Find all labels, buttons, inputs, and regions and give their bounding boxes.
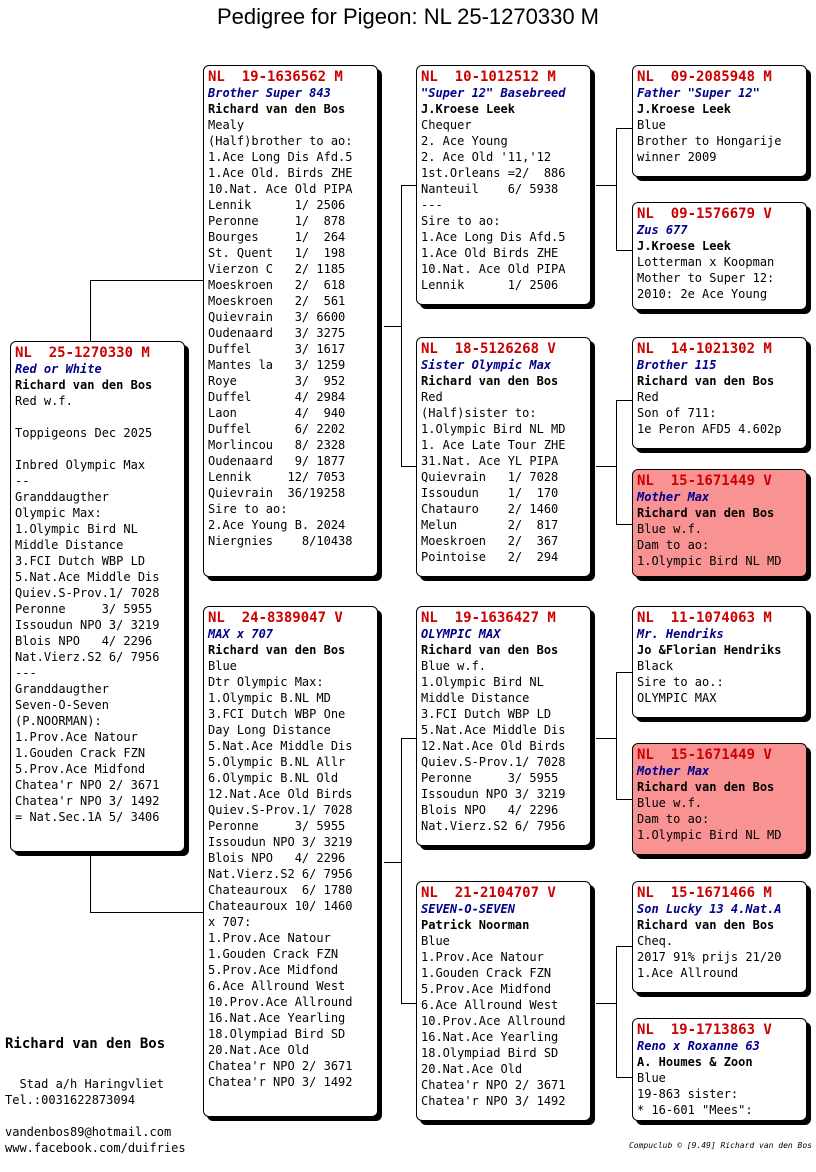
info-line: 1.Olympic B.NL MD [208,691,331,705]
info-line: Inbred Olympic Max [15,458,146,472]
info-line: 1.Olympic Bird NL MD [637,554,782,568]
breeder-website[interactable]: www.facebook.com/duifries [5,1141,186,1155]
software-credit: Compuclub © [9.49] Richard van den Bos [628,1141,812,1150]
ring-number: NL 15-1671449 V [637,473,772,489]
info-line: Blue w.f. [637,796,703,810]
info-line: Dtr Olympic Max: [208,675,324,689]
ring-number: NL 24-8389047 V [208,610,343,626]
info-line: Dam to ao: [637,538,710,552]
owner-name: A. Houmes & Zoon [637,1055,753,1069]
connector-ss-bar [616,128,617,250]
info-line: 1st.Orleans =2/ 886 [421,166,566,180]
info-line: Black [637,659,674,673]
connector-ds-split [596,738,617,739]
ring-number: NL 15-1671466 M [637,885,772,901]
pigeon-card-dam-dam [416,881,591,1121]
info-line: 5.Nat.Ace Middle Dis [421,723,566,737]
info-line: Sire to ao.: [637,675,724,689]
info-line: 18.Olympiad Bird SD [208,1027,346,1041]
info-line: Son of 711: [637,406,717,420]
info-line: 5.Prov.Ace Midfond [15,762,146,776]
info-line: 1.Olympic Bird NL [421,675,544,689]
info-line: 3.FCI Dutch WBP LD [421,707,552,721]
ring-number: NL 25-1270330 M [15,345,150,361]
info-line: Sire to ao: [421,214,501,228]
owner-name: Richard van den Bos [421,643,559,657]
info-line [15,441,180,457]
connector-main-sire-h [90,280,205,281]
pigeon-name: Mother Max [637,490,710,504]
info-line: Blue [637,1071,666,1085]
connector-sire-split [384,326,402,327]
info-line: Quievrain 1/ 7028 [421,470,559,484]
info-line: (Half)sister to: [421,406,537,420]
info-line: Red [637,390,659,404]
ring-number: NL 11-1074063 M [637,610,772,626]
info-line: 5.Prov.Ace Midfond [208,963,339,977]
info-line: Chequer [421,118,472,132]
info-line: Duffel 3/ 1617 [208,342,346,356]
info-line: Issoudun NPO 3/ 3219 [421,787,566,801]
info-line: 31.Nat. Ace YL PIPA [421,454,559,468]
connector-dd-split [596,1003,617,1004]
info-line: Seven-O-Seven [15,698,109,712]
info-line: --- [421,198,443,212]
info-line: Chatea'r NPO 2/ 3671 [208,1059,353,1073]
info-line: Peronne 3/ 5955 [15,602,153,616]
info-line: Nat.Vierz.S2 6/ 7956 [421,819,566,833]
ring-number: NL 21-2104707 V [421,885,556,901]
pigeon-name: Brother Super 843 [208,86,331,100]
ring-number: NL 19-1713863 V [637,1022,772,1038]
info-line: Mother to Super 12: [637,271,775,285]
info-line: Oudenaard 3/ 3275 [208,326,346,340]
connector-dam-split [384,862,402,863]
info-line: Lennik 12/ 7053 [208,470,346,484]
info-line: Mealy [208,118,245,132]
info-line: Chatea'r NPO 3/ 1492 [15,794,160,808]
info-line: 16.Nat.Ace Yearling [208,1011,346,1025]
pigeon-name: Reno x Roxanne 63 [637,1039,760,1053]
info-line: Blue w.f. [637,522,703,536]
info-line: (P.NOORMAN): [15,714,102,728]
info-line: Peronne 3/ 5955 [208,819,346,833]
info-line: 3.FCI Dutch WBP LD [15,554,146,568]
info-line: Chateauroux 6/ 1780 [208,883,353,897]
pigeon-card-sire [203,65,378,577]
info-line: Blue [421,934,450,948]
info-line: 1.Ace Long Dis Afd.5 [421,230,566,244]
info-line: Laon 4/ 940 [208,406,346,420]
pigeon-name: Zus 677 [637,223,688,237]
info-line: Duffel 6/ 2202 [208,422,346,436]
breeder-name: Richard van den Bos [5,1036,166,1052]
info-line: Issoudun NPO 3/ 3219 [15,618,160,632]
pigeon-name: Son Lucky 13 4.Nat.A [637,902,782,916]
info-line: Morlincou 8/ 2328 [208,438,346,452]
info-line: Quievrain 36/19258 [208,486,346,500]
info-line: 1.Ace Long Dis Afd.5 [208,150,353,164]
info-line: 1.Prov.Ace Natour [421,950,544,964]
pigeon-name: Mr. Hendriks [637,627,724,641]
info-line: 16.Nat.Ace Yearling [421,1030,559,1044]
info-line: Quiev.S-Prov.1/ 7028 [15,586,160,600]
info-line: 2. Ace Old '11,'12 [421,150,552,164]
info-line: Chatea'r NPO 2/ 3671 [15,778,160,792]
info-line: Moeskroen 2/ 367 [421,534,559,548]
info-line: Oudenaard 9/ 1877 [208,454,346,468]
info-line: Quiev.S-Prov.1/ 7028 [208,803,353,817]
info-line: 1.Prov.Ace Natour [15,730,138,744]
info-line: Moeskroen 2/ 618 [208,278,346,292]
info-line: 12.Nat.Ace Old Birds [208,787,353,801]
info-line: 12.Nat.Ace Old Birds [421,739,566,753]
info-line: 1.Olympic Bird NL MD [637,828,782,842]
ring-number: NL 18-5126268 V [421,341,556,357]
pigeon-card-dsd [632,743,807,855]
pigeon-name: MAX x 707 [208,627,274,641]
info-line: = Nat.Sec.1A 5/ 3406 [15,810,160,824]
info-line: Blue [208,659,237,673]
info-line: Nat.Vierz.S2 6/ 7956 [208,867,353,881]
info-line: Granddaugther [15,490,109,504]
info-line: Blue [637,118,666,132]
info-line: 20.Nat.Ace Old [208,1043,310,1057]
info-line: Lennik 1/ 2506 [421,278,559,292]
breeder-email[interactable]: vandenbos89@hotmail.com [5,1125,172,1139]
breeder-phone: Tel.:0031622873094 [5,1093,136,1107]
pigeon-card-sss [632,65,807,177]
info-line: Blue w.f. [421,659,487,673]
pigeon-card-sds [632,337,807,449]
info-line: Blois NPO 4/ 2296 [15,634,153,648]
owner-name: Richard van den Bos [208,102,346,116]
pigeon-card-ddd [632,1018,807,1121]
pigeon-name: OLYMPIC MAX [421,627,501,641]
pigeon-card-sire-sire [416,65,591,305]
breeder-address: Stad a/h Haringvliet [5,1077,164,1091]
info-line: 10.Nat. Ace Old PIPA [208,182,353,196]
pigeon-card-sire-dam [416,337,591,577]
info-line: Chatea'r NPO 3/ 1492 [421,1094,566,1108]
info-line: Nat.Vierz.S2 6/ 7956 [15,650,160,664]
owner-name: Richard van den Bos [637,506,775,520]
info-line: 1e Peron AFD5 4.602p [637,422,782,436]
info-line: 6.Ace Allround West [208,979,346,993]
info-line: 2. Ace Young [421,134,508,148]
info-line: 2017 91% prijs 21/20 [637,950,782,964]
info-line: Bourges 1/ 264 [208,230,346,244]
info-line: Blois NPO 4/ 2296 [208,851,346,865]
info-line: Peronne 1/ 878 [208,214,346,228]
info-line: Red w.f. [15,394,73,408]
owner-name: Jo &Florian Hendriks [637,643,782,657]
info-line: 2.Ace Young B. 2024 [208,518,346,532]
connector-main-dam-h [90,912,205,913]
ring-number: NL 09-2085948 M [637,69,772,85]
info-line: -- [15,474,30,488]
pigeon-name: Brother 115 [637,358,717,372]
pigeon-card-ssd [632,202,807,310]
info-line: 6.Olympic B.NL Old [208,771,339,785]
info-line: 5.Olympic B.NL Allr [208,755,346,769]
info-line: Quiev.S-Prov.1/ 7028 [421,755,566,769]
connector-main-dam-v [90,852,91,912]
pigeon-card-dds [632,881,807,993]
pigeon-name: Father "Super 12" [637,86,760,100]
ring-number: NL 10-1012512 M [421,69,556,85]
owner-name: Richard van den Bos [637,780,775,794]
info-line: Niergnies 8/10438 [208,534,353,548]
info-line: Nanteuil 6/ 5938 [421,182,559,196]
owner-name: Richard van den Bos [421,374,559,388]
owner-name: J.Kroese Leek [637,239,731,253]
info-line: Brother to Hongarije [637,134,782,148]
info-line: Issoudun NPO 3/ 3219 [208,835,353,849]
info-line: Duffel 4/ 2984 [208,390,346,404]
page-title: Pedigree for Pigeon: NL 25-1270330 M [217,4,599,29]
owner-name: Patrick Noorman [421,918,530,932]
info-line: Chatauro 2/ 1460 [421,502,559,516]
info-line: 1.Ace Old Birds ZHE [421,246,559,260]
info-line: --- [15,666,37,680]
info-line: Olympic Max: [15,506,102,520]
info-line: Lotterman x Koopman [637,255,775,269]
info-line: Toppigeons Dec 2025 [15,426,153,440]
info-line: 18.Olympiad Bird SD [421,1046,559,1060]
info-line: 1.Ace Old. Birds ZHE [208,166,353,180]
owner-name: Richard van den Bos [637,374,775,388]
info-line: Roye 3/ 952 [208,374,346,388]
info-line: Middle Distance [421,691,530,705]
ring-number: NL 09-1576679 V [637,206,772,222]
info-line: 1.Ace Allround [637,966,739,980]
connector-dd-bar [616,946,617,1077]
info-line: 1.Olympic Bird NL MD [421,422,566,436]
info-line: Quievrain 3/ 6600 [208,310,346,324]
ring-number: NL 14-1021302 M [637,341,772,357]
info-line: 1.Gouden Crack FZN [208,947,339,961]
info-line: Granddaugther [15,682,109,696]
owner-name: J.Kroese Leek [421,102,515,116]
connector-ss-split [596,185,617,186]
info-line: 1.Prov.Ace Natour [208,931,331,945]
info-line: Dam to ao: [637,812,710,826]
info-line: Mantes la 3/ 1259 [208,358,346,372]
pigeon-name: SEVEN-O-SEVEN [421,902,515,916]
info-line: winner 2009 [637,150,717,164]
info-line: Issoudun 1/ 170 [421,486,559,500]
info-line: 1.Gouden Crack FZN [15,746,146,760]
info-line: Cheq. [637,934,674,948]
info-line: 5.Prov.Ace Midfond [421,982,552,996]
info-line: 1.Gouden Crack FZN [421,966,552,980]
ring-number: NL 15-1671449 V [637,747,772,763]
info-line: Red [421,390,443,404]
pigeon-card-dam [203,606,378,1117]
info-line [15,409,180,425]
info-line: 19-863 sister: [637,1087,739,1101]
pigeon-card-sdd [632,469,807,577]
info-line: 10.Prov.Ace Allround [208,995,353,1009]
info-line: Lennik 1/ 2506 [208,198,346,212]
info-line: (Half)brother to ao: [208,134,353,148]
info-line: * 16-601 "Mees": [637,1103,753,1117]
info-line: 10.Prov.Ace Allround [421,1014,566,1028]
info-line: 10.Nat. Ace Old PIPA [421,262,566,276]
pigeon-card-dam-sire [416,606,591,846]
connector-dam-bar [401,738,402,1003]
connector-sd-split [596,466,617,467]
owner-name: Richard van den Bos [208,643,346,657]
info-line: Sire to ao: [208,502,288,516]
owner-name: J.Kroese Leek [637,102,731,116]
info-line: 2010: 2e Ace Young [637,287,768,301]
pigeon-name: Sister Olympic Max [421,358,552,372]
info-line: Pointoise 2/ 294 [421,550,559,564]
info-line: Vierzon C 2/ 1185 [208,262,346,276]
ring-number: NL 19-1636562 M [208,69,343,85]
owner-name: Richard van den Bos [15,378,153,392]
info-line: 5.Nat.Ace Middle Dis [15,570,160,584]
info-line: x 707: [208,915,252,929]
info-line: Chatea'r NPO 2/ 3671 [421,1078,566,1092]
info-line: 5.Nat.Ace Middle Dis [208,739,353,753]
pigeon-name: "Super 12" Basebreed [421,86,566,100]
info-line: 20.Nat.Ace Old [421,1062,523,1076]
pigeon-card-main [10,341,185,852]
pigeon-name: Mother Max [637,764,710,778]
info-line: Moeskroen 2/ 561 [208,294,346,308]
info-line: Chateauroux 10/ 1460 [208,899,353,913]
connector-ds-bar [616,672,617,799]
connector-sire-bar [401,185,402,466]
info-line: 3.FCI Dutch WBP One [208,707,346,721]
ring-number: NL 19-1636427 M [421,610,556,626]
info-line: Day Long Distance [208,723,331,737]
info-line: OLYMPIC MAX [637,691,717,705]
info-line: Blois NPO 4/ 2296 [421,803,559,817]
connector-sd-bar [616,400,617,524]
info-line: Peronne 3/ 5955 [421,771,559,785]
info-line: 6.Ace Allround West [421,998,559,1012]
info-line: St. Quent 1/ 198 [208,246,346,260]
pigeon-name: Red or White [15,362,102,376]
info-line: Melun 2/ 817 [421,518,559,532]
info-line: Chatea'r NPO 3/ 1492 [208,1075,353,1089]
info-line: Middle Distance [15,538,124,552]
connector-main-sire-v [90,280,91,342]
info-line: 1. Ace Late Tour ZHE [421,438,566,452]
owner-name: Richard van den Bos [637,918,775,932]
info-line: 1.Olympic Bird NL [15,522,138,536]
pigeon-card-dss [632,606,807,718]
